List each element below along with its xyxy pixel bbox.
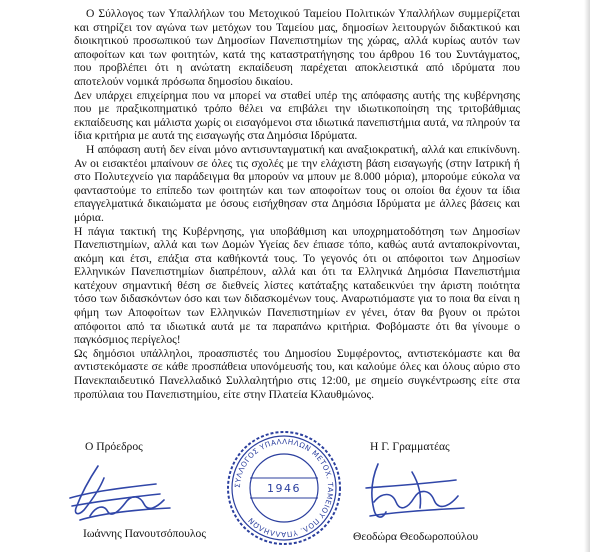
page-edge-shadow bbox=[584, 0, 590, 552]
paragraph-2: Δεν υπάρχει επιχείρημα που να μπορεί να σταθεί υπέρ της απόφασης αυτής της κυβέρνησης που με πραξικοπηματικό τρόπο θέλει να επιβάλει την ιδιωτικοποίηση της τριτοβάθμιας εκπαίδευσης και μάλιστα χωρίς οι εισαγόμενοι στα ιδιωτικά πανεπιστήμια αυτά, να πληρούν τα ίδια κριτήρια με αυτά της εισαγωγής στα Δημόσια Ιδρύματα. bbox=[74, 88, 520, 143]
paragraph-1: Ο Σύλλογος των Υπαλλήλων του Μετοχικού Ταμείου Πολιτικών Υπαλλήλων συμμερίζεται και στηρίζει τον αγώνα των μετόχων του Ταμείου μας, δημοσίων λειτουργών διδακτικού και διοικητικού προσωπικού των Δημοσίων Πανεπιστημίων της χώρας, αλλά κυρίως αυτόν των αποφοίτων και των φοιτητών, κατά της καταστρατήγησης του άρθρου 16 του Συντάγματος, που προβλέπει ότι η ανώτατη εκπαίδευση παρέχεται αποκλειστικά από ιδρύματα που αποτελούν νομικά πρόσωπα δημοσίου δικαίου. bbox=[74, 7, 520, 88]
stamp-year: 1946 bbox=[267, 482, 301, 495]
secretary-name: Θεοδώρα Θεοδωροπούλου bbox=[353, 530, 479, 543]
stamp-ring-text: ΣΥΛΛΟΓΟΣ ΥΠΑΛΛΗΛΩΝ ΜΕΤΟΧ. ΤΑΜΕΙΟΥ ΠΟΛ. ΥΠΑΛΛΗΛΩΝ bbox=[232, 436, 336, 540]
paragraph-3: Η απόφαση αυτή δεν είναι μόνο αντισυνταγματική και αναξιοκρατική, αλλά και επικίνδυνη. Αν οι εισακτέοι μπαίνουν σε όλες τις σχολές με την ελάχιστη βάση εισαγωγής (στην Ιατρική ή στο Πολυτεχνείο για παράδειγμα θα μπορούν να μπουν με 8.000 μόρια), μπορούμε εύκολα να φανταστούμε το επίπεδο των φοιτητών και των αποφοίτων τους οι οποίοι θα έχουν τα ίδια επαγγελματικά δικαιώματα με όσους εισήχθησαν στα Δημόσια Ιδρύματα με άλλες βάσεις και μόρια. bbox=[74, 142, 520, 224]
secretary-title: Η Γ. Γραμματέας bbox=[370, 440, 450, 453]
letter-body bbox=[74, 7, 520, 401]
secretary-signature bbox=[352, 458, 472, 528]
president-signature bbox=[60, 458, 180, 526]
paragraph-4: Η πάγια τακτική της Κυβέρνησης, για υποβάθμιση και υποχρηματοδότηση των Δημοσίων Πανεπιστημίων, αλλά και των Δομών Υγείας δεν έπιασε τόπο, καθώς αυτά ανταποκρίνονται, ακόμη και έτσι, επάξια στα καθήκοντά τους. Το γεγονός ότι οι απόφοιτοι των Δημοσίων Ελληνικών Πανεπιστημίων διαπρέπουν, αλλά και ότι τα Ελληνικά Δημόσια Πανεπιστήμια κατέχουν σημαντική θέση σε διεθνείς λίστες κατάταξης καταδεικνύει την άριστη ποιότητα τόσο των διδασκόντων όσο και των διδασκομένων τους. Αναρωτιόμαστε για το ποια θα είναι η φήμη των Αποφοίτων των Ελληνικών Πανεπιστημίων εν γένει, όταν θα βγουν οι πρώτοι απόφοιτοι από τα ιδιωτικά αυτά με τα παραπάνω κριτήρια. Φοβόμαστε ότι θα γίνουμε ο παγκόσμιος περίγελος! bbox=[74, 224, 520, 347]
president-name: Ιωάννης Πανουτσόπουλος bbox=[83, 527, 206, 540]
association-stamp bbox=[223, 428, 345, 548]
paragraph-5: Ως δημόσιοι υπάλληλοι, προασπιστές του Δημοσίου Συμφέροντος, αντιστεκόμαστε και θα αντιστεκόμαστε σε κάθε προσπάθεια υπονόμευσής του, και καλούμε όλες και όλους αύριο στο Πανεκπαιδευτικό Πανελλαδικό Συλλαλητήριο στις 12:00, με σημείο συγκέντρωσης είτε στα προπύλαια του Πανεπιστημίου, είτε στην Πλατεία Κλαυθμώνος. bbox=[74, 346, 520, 401]
president-title: Ο Πρόεδρος bbox=[85, 440, 143, 453]
